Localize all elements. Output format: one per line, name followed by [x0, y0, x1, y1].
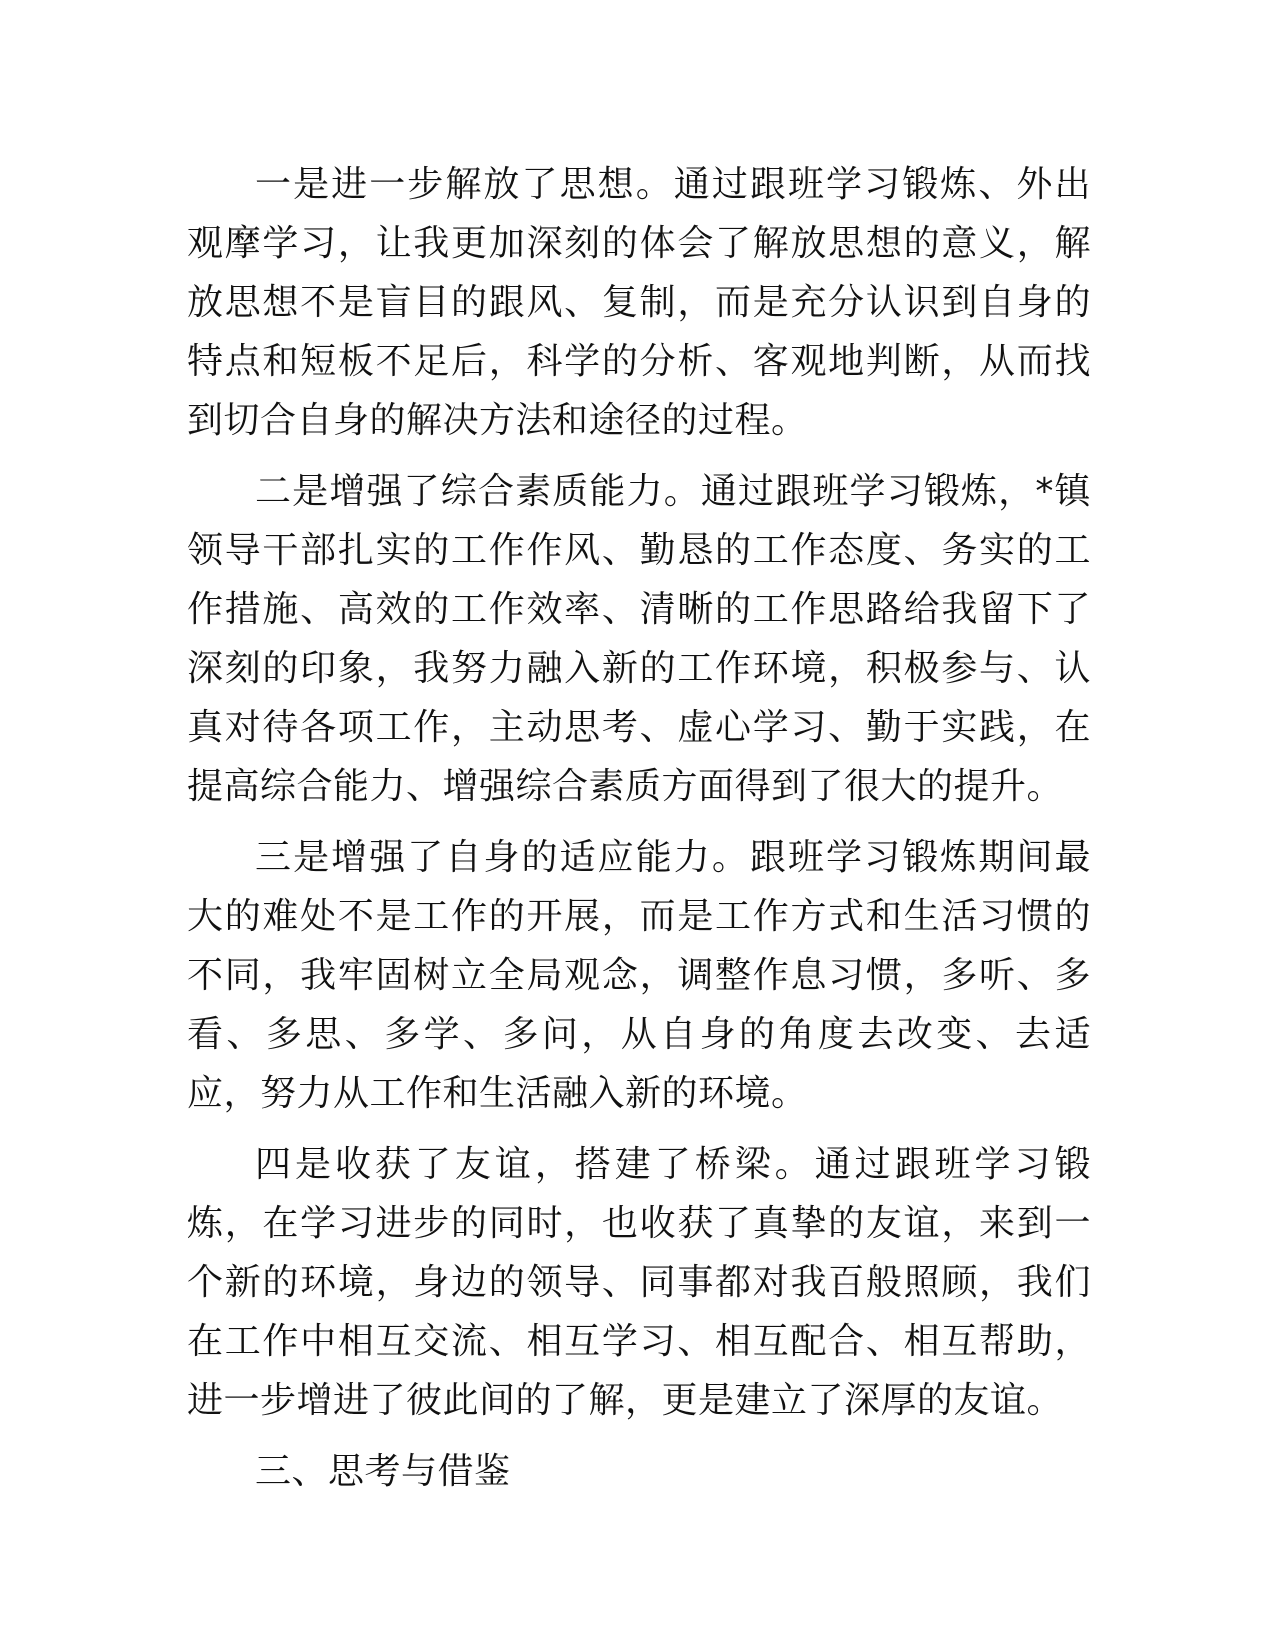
paragraph-4: 四是收获了友谊，搭建了桥梁。通过跟班学习锻炼，在学习进步的同时，也收获了真挚的友谊，来到一个新的环境，身边的领导、同事都对我百般照顾，我们在工作中相互交流、相互学习、相互配合、相互帮助，进一步增进了彼此间的了解，更是建立了深厚的友谊。: [187, 1144, 1091, 1421]
section-heading: 三、思考与借鉴: [255, 1451, 511, 1492]
document-body: [187, 155, 1091, 1501]
paragraph-1: 一是进一步解放了思想。通过跟班学习锻炼、外出观摩学习，让我更加深刻的体会了解放思想的意义，解放思想不是盲目的跟风、复制，而是充分认识到自身的特点和短板不足后，科学的分析、客观地判断，从而找到切合自身的解决方法和途径的过程。: [187, 164, 1091, 441]
paragraph-2: 二是增强了综合素质能力。通过跟班学习锻炼，*镇领导干部扎实的工作作风、勤恳的工作态度、务实的工作措施、高效的工作效率、清晰的工作思路给我留下了深刻的印象，我努力融入新的工作环境，积极参与、认真对待各项工作，主动思考、虚心学习、勤于实践，在提高综合能力、增强综合素质方面得到了很大的提升。: [187, 471, 1091, 807]
paragraph-3: 三是增强了自身的适应能力。跟班学习锻炼期间最大的难处不是工作的开展，而是工作方式和生活习惯的不同，我牢固树立全局观念，调整作息习惯，多听、多看、多思、多学、多问，从自身的角度去改变、去适应，努力从工作和生活融入新的环境。: [187, 837, 1091, 1114]
